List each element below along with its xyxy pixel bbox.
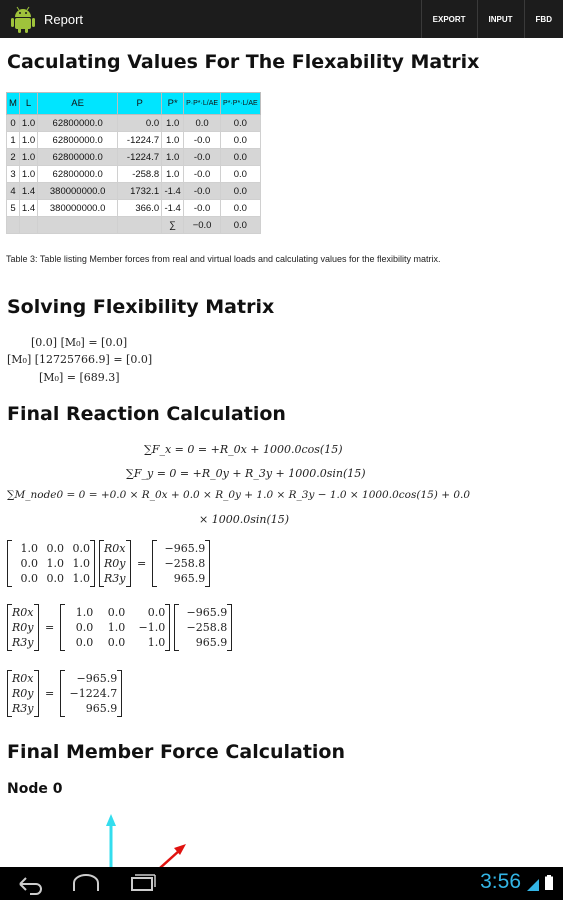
table-row bbox=[7, 149, 261, 166]
table-cell: 2 bbox=[7, 149, 20, 166]
table-row bbox=[7, 115, 261, 132]
clock: 3:56 bbox=[480, 870, 521, 893]
table-cell: -0.0 bbox=[184, 200, 221, 217]
table-cell: 366.0 bbox=[118, 200, 162, 217]
report-content[interactable] bbox=[0, 38, 563, 867]
table-cell: 380000000.0 bbox=[38, 200, 118, 217]
table-cell: 3 bbox=[7, 166, 20, 183]
table-cell: −0.0 bbox=[184, 217, 221, 234]
table-row bbox=[7, 200, 261, 217]
unknown-vector: R0x R0y R3y bbox=[7, 604, 39, 651]
table-row bbox=[7, 183, 261, 200]
node-label: Node 0 bbox=[7, 781, 63, 797]
table-cell: 380000000.0 bbox=[38, 183, 118, 200]
table-cell: -1.4 bbox=[162, 183, 184, 200]
solving-heading: Solving Flexibility Matrix bbox=[7, 296, 275, 318]
input-button[interactable]: INPUT bbox=[477, 0, 524, 38]
table-cell: -0.0 bbox=[184, 132, 221, 149]
flex-matrix-heading: Caculating Values For The Flexability Matrix bbox=[7, 51, 480, 73]
table-cell: 0.0 bbox=[221, 166, 261, 183]
fbd-button[interactable]: FBD bbox=[524, 0, 563, 38]
header-pp-star-l-ae: P*·P*·L/AE bbox=[221, 93, 261, 115]
equation-fx: ∑F_x = 0 = +R_0x + 1000.0cos(15) bbox=[144, 443, 343, 456]
table-cell: 1.4 bbox=[19, 200, 37, 217]
android-robot-icon[interactable] bbox=[8, 4, 38, 34]
recents-icon[interactable] bbox=[122, 871, 162, 897]
unknown-vector: R0x R0y R3y bbox=[99, 540, 131, 587]
equals-sign: = bbox=[45, 687, 55, 700]
table-cell: 0.0 bbox=[118, 115, 162, 132]
table-cell: 5 bbox=[7, 200, 20, 217]
table-cell: 4 bbox=[7, 183, 20, 200]
inverse-matrix: 1.0 0.0 0.0 0.0 1.0 −1.0 0.0 0.0 1.0 bbox=[60, 604, 170, 651]
table-cell: 0.0 bbox=[221, 149, 261, 166]
table-cell: 0.0 bbox=[184, 115, 221, 132]
table-cell: 1732.1 bbox=[118, 183, 162, 200]
header-ae: AE bbox=[38, 93, 118, 115]
header-p-star: P* bbox=[162, 93, 184, 115]
table-row bbox=[7, 132, 261, 149]
matrix-equation-3 bbox=[7, 670, 122, 717]
table-cell: -1224.7 bbox=[118, 132, 162, 149]
table-cell: 0.0 bbox=[221, 132, 261, 149]
navigation-bar bbox=[0, 867, 563, 900]
table-cell: 0.0 bbox=[221, 200, 261, 217]
reaction-results: −965.9 −1224.7 965.9 bbox=[60, 670, 122, 717]
table-cell bbox=[118, 217, 162, 234]
solve-line: [0.0] [M₀] = [0.0] bbox=[31, 336, 128, 349]
table-cell: -258.8 bbox=[118, 166, 162, 183]
table-cell: -0.0 bbox=[184, 166, 221, 183]
table-cell: 1 bbox=[7, 132, 20, 149]
table-cell bbox=[19, 217, 37, 234]
diagonal-force-arrow bbox=[160, 850, 180, 867]
equation-fy: ∑F_y = 0 = +R_0y + R_3y + 1000.0sin(15) bbox=[126, 467, 366, 480]
equation-moment: ∑M_node0 = 0 = +0.0 × R_0x + 0.0 × R_0y + 1.0 × R_3y − 1.0 × 1000.0cos(15) + 0.0 bbox=[7, 489, 471, 501]
header-member: M bbox=[7, 93, 20, 115]
table-cell: 0.0 bbox=[221, 217, 261, 234]
export-button[interactable]: EXPORT bbox=[421, 0, 477, 38]
table-cell bbox=[7, 217, 20, 234]
back-icon[interactable] bbox=[10, 871, 50, 897]
sum-symbol: ∑ bbox=[162, 217, 184, 234]
table-cell: -0.0 bbox=[184, 183, 221, 200]
solve-line: [M₀] = [689.3] bbox=[39, 371, 120, 384]
flexibility-table bbox=[6, 92, 261, 234]
table-cell: 0.0 bbox=[221, 115, 261, 132]
result-vector: −965.9 −258.8 965.9 bbox=[152, 540, 210, 587]
table-cell: 1.0 bbox=[19, 115, 37, 132]
table-cell: 1.0 bbox=[19, 149, 37, 166]
coefficient-matrix: 1.0 0.0 0.0 0.0 1.0 1.0 0.0 0.0 1.0 bbox=[7, 540, 95, 587]
equation-moment-cont: × 1000.0sin(15) bbox=[199, 513, 290, 526]
table-cell: 0 bbox=[7, 115, 20, 132]
action-buttons bbox=[421, 0, 563, 38]
table-cell: 1.4 bbox=[19, 183, 37, 200]
header-p: P bbox=[118, 93, 162, 115]
table-row bbox=[7, 166, 261, 183]
solve-line: [M₀] [12725766.9] = [0.0] bbox=[7, 353, 153, 366]
header-length: L bbox=[19, 93, 37, 115]
table-cell: 0.0 bbox=[221, 183, 261, 200]
table-cell: 1.0 bbox=[162, 132, 184, 149]
table-cell bbox=[38, 217, 118, 234]
table-caption: Table 3: Table listing Member forces from real and virtual loads and calculating values for the flexibility matrix. bbox=[6, 254, 441, 264]
reaction-heading: Final Reaction Calculation bbox=[7, 403, 286, 425]
vertical-arrowhead bbox=[106, 814, 116, 826]
table-cell: 1.0 bbox=[19, 132, 37, 149]
table-cell: -1.4 bbox=[162, 200, 184, 217]
table-cell: -1224.7 bbox=[118, 149, 162, 166]
table-cell: 1.0 bbox=[162, 166, 184, 183]
table-cell: 1.0 bbox=[162, 149, 184, 166]
table-cell: 1.0 bbox=[19, 166, 37, 183]
table-cell: -0.0 bbox=[184, 149, 221, 166]
app-title: Report bbox=[44, 11, 84, 27]
equals-sign: = bbox=[137, 557, 147, 570]
table-cell: 1.0 bbox=[162, 115, 184, 132]
signal-icon bbox=[527, 876, 539, 890]
sum-row bbox=[7, 217, 261, 234]
table-cell: 62800000.0 bbox=[38, 132, 118, 149]
matrix-equation-1 bbox=[7, 540, 210, 587]
equals-sign: = bbox=[45, 621, 55, 634]
matrix-equation-2 bbox=[7, 604, 232, 651]
unknown-vector: R0x R0y R3y bbox=[7, 670, 39, 717]
action-bar bbox=[0, 0, 563, 38]
node-force-diagram bbox=[0, 808, 563, 867]
member-force-heading: Final Member Force Calculation bbox=[7, 741, 346, 763]
table-cell: 62800000.0 bbox=[38, 115, 118, 132]
table-cell: 62800000.0 bbox=[38, 166, 118, 183]
home-icon[interactable] bbox=[66, 871, 106, 897]
header-pp-l-ae: P·P*·L/AE bbox=[184, 93, 221, 115]
battery-icon bbox=[545, 875, 553, 890]
result-vector: −965.9 −258.8 965.9 bbox=[174, 604, 232, 651]
table-cell: 62800000.0 bbox=[38, 149, 118, 166]
